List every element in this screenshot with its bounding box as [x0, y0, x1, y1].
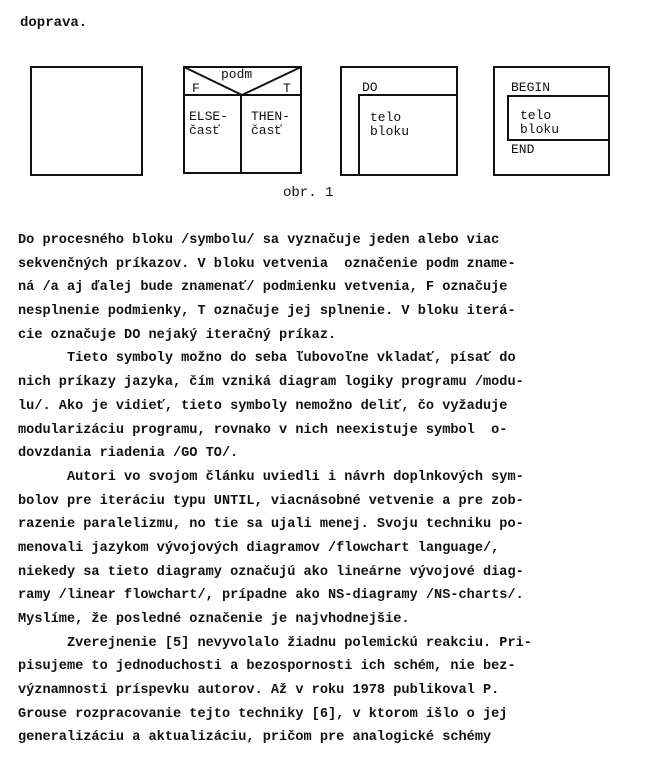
body-line: nich príkazy jazyka, čím vzniká diagram logiky programu /modu- — [18, 375, 524, 391]
body-line: dovzdania riadenia /GO TO/. — [18, 446, 239, 462]
body-line: generalizáciu a aktualizáciu, pričom pre analogické schémy — [18, 730, 492, 746]
loop-keyword: DO — [362, 80, 378, 95]
decision-false-label: F — [192, 81, 200, 96]
begin-end-block-diagram — [493, 66, 610, 176]
block-body-line-2: bloku — [520, 122, 560, 137]
body-line: modularizáciu programu, rovnako v nich neexistuje symbol o- — [18, 422, 508, 438]
then-branch-line-2: časť — [251, 123, 283, 138]
decision-true-label: T — [283, 81, 291, 96]
loop-block-diagram — [340, 66, 458, 176]
process-block-diagram — [30, 66, 143, 176]
end-keyword: END — [511, 142, 535, 157]
body-line: pisujeme to jednoduchosti a bezospornosti ich schém, nie bez- — [18, 659, 516, 675]
else-branch-line-1: ELSE- — [189, 109, 229, 124]
body-line: menovali jazykom vývojových diagramov /flowchart language/, — [18, 540, 500, 556]
body-line: bolov pre iteráciu typu UNTIL, viacnásobné vetvenie a pre zob- — [18, 493, 524, 509]
body-text — [18, 229, 648, 750]
body-line: Grouse rozpracovanie tejto techniky [6], v ktorom išlo o jej — [18, 706, 508, 722]
top-word: doprava. — [20, 15, 88, 31]
loop-body-line-2: bloku — [370, 124, 410, 139]
body-line: cie označuje DO nejaký iteračný príkaz. — [18, 327, 337, 343]
body-line: razenie paralelizmu, no tie sa ujali menej. Svoju techniku po- — [18, 517, 524, 533]
body-line: významnosti príspevku autorov. Až v roku 1978 publikoval P. — [18, 683, 500, 699]
decision-split-line — [240, 95, 242, 174]
loop-body-line-1: telo — [370, 110, 402, 125]
body-line: sekvenčných príkazov. V bloku vetvenia označenie podm zname- — [18, 256, 516, 272]
body-line: Myslíme, že posledné označenie je najvhodnejšie. — [18, 612, 410, 627]
decision-condition-label: podm — [221, 67, 253, 82]
body-line: ná /a aj ďalej bude znamenať/ podmienku vetvenia, F označuje — [18, 280, 508, 296]
body-line: nesplnenie podmienky, T označuje jej splnenie. V bloku iterá- — [18, 304, 516, 320]
else-branch-line-2: časť — [189, 123, 221, 138]
body-line: Zverejnenie [5] nevyvolalo žiadnu polemickú reakciu. Pri- — [18, 635, 532, 651]
figure-caption: obr. 1 — [283, 185, 334, 201]
then-branch-line-1: THEN- — [251, 109, 291, 124]
begin-keyword: BEGIN — [511, 80, 551, 95]
block-body-line-1: telo — [520, 108, 552, 123]
body-line: Autori vo svojom článku uviedli i návrh doplnkových sym- — [18, 469, 524, 485]
body-line: Do procesného bloku /symbolu/ sa vyznačuje jeden alebo viac — [18, 233, 500, 248]
body-line: niekedy sa tieto diagramy označujú ako lineárne vývojové diag- — [18, 564, 524, 580]
body-line: lu/. Ako je vidieť, tieto symboly nemožno deliť, čo vyžaduje — [18, 398, 508, 414]
body-line: ramy /linear flowchart/, prípadne ako NS-diagramy /NS-charts/. — [18, 588, 524, 604]
body-line: Tieto symboly možno do seba ľubovoľne vkladať, písať do — [18, 351, 516, 367]
decision-block-diagram — [183, 66, 302, 174]
